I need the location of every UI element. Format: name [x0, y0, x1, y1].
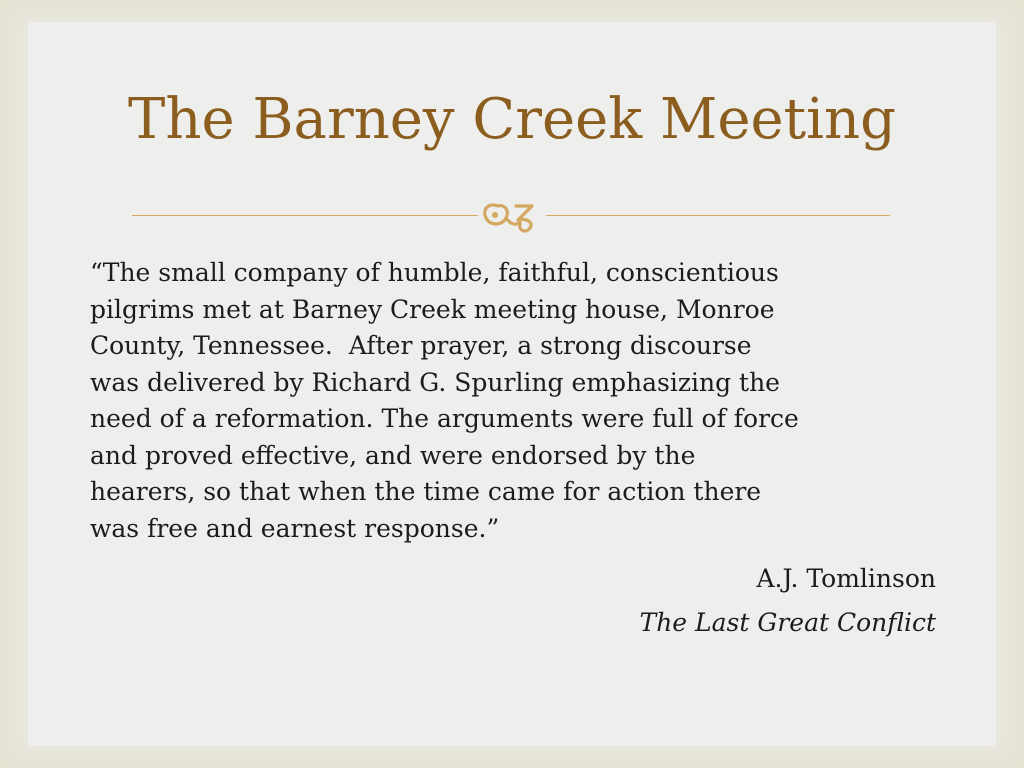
- title-divider: [132, 198, 890, 234]
- quote-line: was delivered by Richard G. Spurling emphasizing the: [90, 367, 780, 397]
- source-work-title: The Last Great Conflict: [639, 608, 936, 637]
- quote-line: hearers, so that when the time came for action there: [90, 477, 762, 506]
- quote-line: pilgrims met at Barney Creek meeting house, Monroe: [90, 294, 775, 324]
- attribution: [336, 557, 936, 645]
- divider-line-left: [132, 215, 478, 216]
- quote-line: need of a reformation. The arguments were full of force: [90, 404, 799, 433]
- ornamental-flourish-icon: [478, 198, 546, 234]
- divider-line-right: [546, 215, 890, 216]
- quote-line: “The small company of humble, faithful, conscientious: [90, 258, 779, 287]
- quote-line: County, Tennessee. After prayer, a strong discourse: [90, 331, 752, 360]
- quote-author: A.J. Tomlinson: [756, 564, 936, 593]
- slide-title: The Barney Creek Meeting: [128, 87, 896, 152]
- quote-line: and proved effective, and were endorsed by the: [90, 440, 696, 470]
- quote-text: [90, 255, 950, 547]
- quote-line: was free and earnest response.”: [90, 513, 500, 543]
